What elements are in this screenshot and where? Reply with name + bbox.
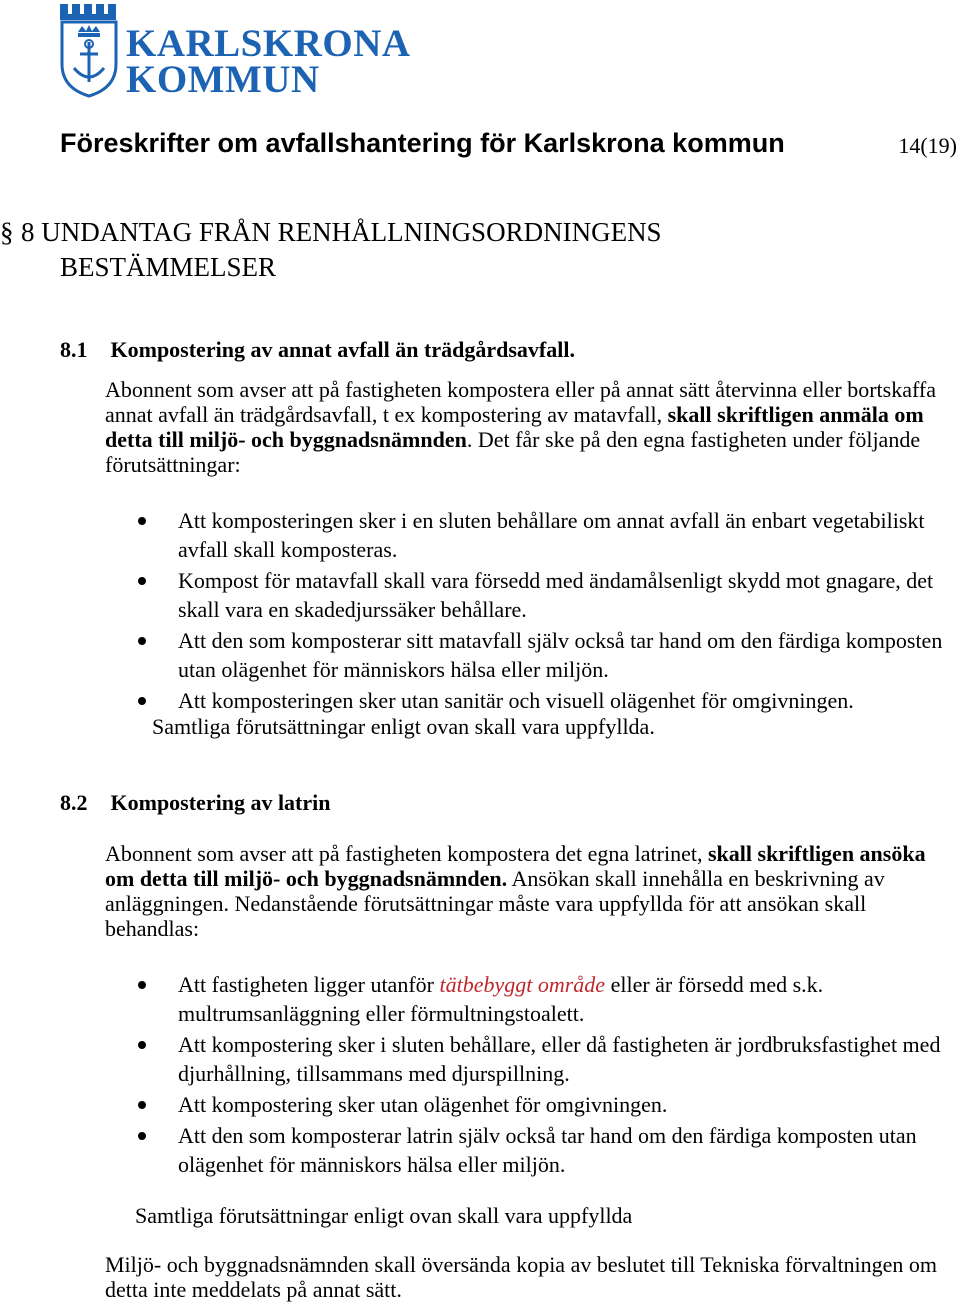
list-item-text: Att komposteringen sker utan sanitär och visuell olägenhet för omgivningen. [178, 688, 854, 713]
karlskrona-kommun-logo [58, 2, 448, 100]
list-item-text: Att kompostering sker utan olägenhet för omgivningen. [178, 1092, 668, 1117]
bullet-icon [138, 1101, 146, 1109]
subsection-8-2-heading [60, 790, 331, 816]
subsection-number: 8.2 [60, 790, 88, 815]
logo-line1: KARLSKRONA [126, 22, 411, 65]
list-item-text: Att den som komposterar sitt matavfall själv också tar hand om den färdiga komposten utan olägenhet för människors hälsa eller miljön. [178, 628, 943, 682]
list-item [0, 686, 960, 715]
subsection-8-1-conditions [0, 506, 960, 717]
subsection-8-2-closing: Samtliga förutsättningar enligt ovan skall vara uppfyllda [135, 1203, 633, 1228]
paragraph-symbol: § [0, 217, 14, 247]
section-heading-line2: BESTÄMMELSER [60, 252, 277, 282]
subsection-8-2-final-note: Miljö- och byggnadsnämnden skall översända kopia av beslutet till Tekniska förvaltningen om detta inte meddelats på annat sätt. [105, 1252, 938, 1302]
list-item-text: Att fastigheten ligger utanför [178, 972, 440, 997]
list-item-text: Att komposteringen sker i en sluten behållare om annat avfall än enbart vegetabiliskt avfall skall komposteras. [178, 508, 925, 562]
list-item [0, 566, 960, 624]
subsection-8-1-closing: Samtliga förutsättningar enligt ovan skall vara uppfyllda. [152, 714, 655, 739]
subsection-number: 8.1 [60, 337, 88, 362]
intro-text: Abonnent som avser att på fastigheten kompostera det egna latrinet, [105, 841, 708, 866]
section-heading-line1: 8 UNDANTAG FRÅN RENHÅLLNINGSORDNINGENS [21, 217, 662, 247]
list-item [0, 970, 960, 1028]
subsection-title: Kompostering av latrin [110, 790, 331, 815]
bullet-icon [138, 577, 146, 585]
logo-line2: KOMMUN [126, 58, 320, 101]
tatbebyggt-omrade-link[interactable]: tätbebyggt område [439, 972, 606, 997]
subsection-8-1-heading [60, 337, 575, 363]
page-number: 14(19) [898, 133, 957, 158]
subsection-8-2-intro [105, 841, 960, 941]
intro-text-end: Ansökan skall innehålla en beskrivning av anläggningen. Nedanstående förutsättningar måste vara uppfyllda för att ansökan skall behandlas: [105, 866, 885, 941]
list-item-text-end: eller är försedd med s.k. multrumsanläggning eller förmultningstoalett. [178, 972, 824, 1026]
subsection-8-1-intro [105, 377, 960, 477]
intro-text-end: . Det får ske på den egna fastigheten under följande förutsättningar: [105, 427, 921, 477]
list-item-text: Att den som komposterar latrin själv också tar hand om den färdiga komposten utan olägenhet för människors hälsa eller miljön. [178, 1123, 917, 1177]
list-item [0, 506, 960, 564]
list-item-text: Kompost för matavfall skall vara försedd med ändamålsenligt skydd mot gnagare, det skall vara en skadedjurssäker behållare. [178, 568, 934, 622]
subsection-8-2-conditions [0, 970, 960, 1181]
list-item-text: Att kompostering sker i sluten behållare, eller då fastigheten är jordbruksfastighet med djurhållning, tillsammans med djurspillning. [178, 1032, 941, 1086]
bullet-icon [138, 637, 146, 645]
bullet-icon [138, 697, 146, 705]
intro-bold-text: skall skriftligen ansöka om detta till miljö- och byggnadsnämnden. [105, 841, 926, 891]
intro-text: Abonnent som avser att på fastigheten kompostera eller på annat sätt återvinna eller bortskaffa annat avfall än trädgårdsavfall, t ex kompostering av matavfall, [105, 377, 937, 427]
list-item [0, 1090, 960, 1119]
bullet-icon [138, 981, 146, 989]
bullet-icon [138, 1132, 146, 1140]
document-title: Föreskrifter om avfallshantering för Karlskrona kommun [60, 128, 785, 158]
list-item [0, 1121, 960, 1179]
list-item [0, 626, 960, 684]
bullet-icon [138, 517, 146, 525]
list-item [0, 1030, 960, 1088]
coat-of-arms-icon [58, 2, 120, 98]
subsection-title: Kompostering av annat avfall än trädgårdsavfall. [110, 337, 575, 362]
document-header [60, 128, 960, 162]
intro-bold-text: skall skriftligen anmäla om detta till miljö- och byggnadsnämnden [105, 402, 924, 452]
bullet-icon [138, 1041, 146, 1049]
